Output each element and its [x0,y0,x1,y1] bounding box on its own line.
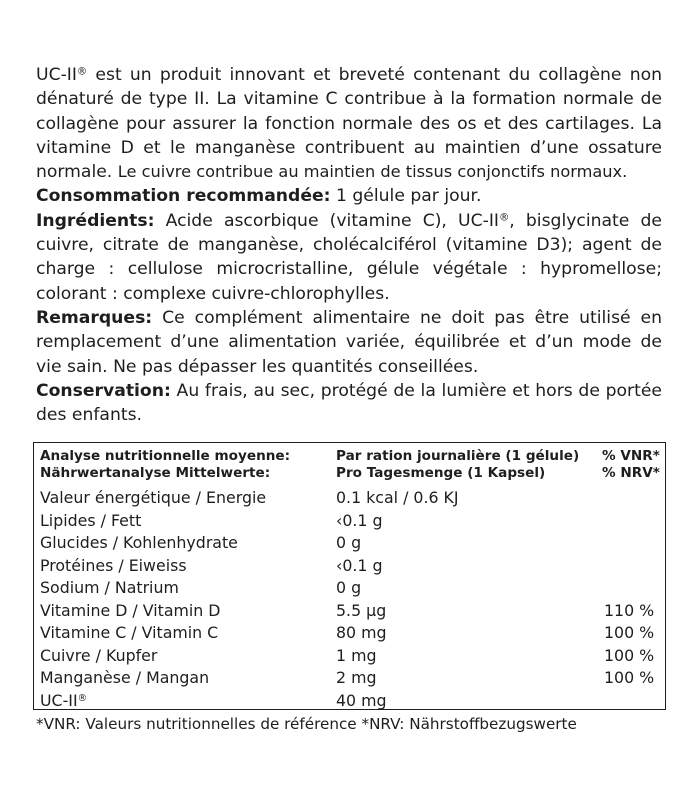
nutrient-name: UC-II® [40,690,88,710]
nutrient-name: Valeur énergétique / Energie [40,488,267,507]
nutrient-percent: 100 % [604,645,655,665]
table-row [40,600,665,623]
table-row [40,577,665,600]
nutrient-name: Vitamine C / Vitamin C [40,623,219,642]
intro-paragraph [36,63,662,184]
nutrient-name: Protéines / Eiweiss [40,555,187,575]
nutrient-name: Vitamine D / Vitamin D [40,600,221,620]
header-daily-ration [336,448,598,482]
table-row [40,690,665,713]
footnote: *VNR: Valeurs nutritionnelles de référence *NRV: Nährstoffbezugswerte [36,715,577,733]
nutrient-name: Manganèse / Mangan [40,668,210,687]
nutrient-percent: 100 % [604,623,655,642]
nutrient-percent: 100 % [604,668,655,687]
section-text: 1 gélule par jour. [330,186,482,207]
section-conservation [36,379,662,428]
nutrient-amount: 0 g [336,533,362,552]
header-ration-de: Pro Tagesmenge (1 Kapsel) [336,465,546,481]
nutrient-amount: ‹0.1 g [336,510,383,530]
nutrient-amount: 40 mg [336,690,387,710]
nutrient-name: Lipides / Fett [40,510,142,530]
intro-tail-text: Le cuivre contribue au maintien de tissus conjonctifs normaux. [117,162,628,182]
section-text: Acide ascorbique (vitamine C), UC-II®, bisglycinate de cuivre, citrate de manganèse, cholécalciférol (vitamine D3); agent de charge : cellulose microcristalline, gélule végétale : hypromellose; colorant : complexe cuivre-chlorophylles. [36,210,662,304]
header-analysis-fr: Analyse nutritionnelle moyenne: [40,448,291,464]
section-consommation [36,184,662,208]
nutrient-amount: 0 g [336,578,362,597]
nutrient-amount: 2 mg [336,668,377,687]
nutrient-amount: ‹0.1 g [336,555,383,575]
section-label: Remarques: [36,307,153,328]
header-analysis [40,448,340,482]
header-nrv: % NRV* [602,465,660,481]
header-vnr: % VNR* [602,448,660,464]
table-row [40,645,665,668]
section-remarques [36,306,662,379]
table-row [40,622,665,645]
table-row [40,555,665,578]
section-label: Ingrédients: [36,210,155,231]
header-analysis-de: Nährwertanalyse Mittelwerte: [40,465,271,481]
nutrition-table-body [40,487,665,712]
nutrient-amount: 0.1 kcal / 0.6 KJ [336,488,459,507]
section-ingredients [36,209,662,306]
nutrient-name: Sodium / Natrium [40,578,179,597]
nutrient-amount: 5.5 µg [336,600,387,620]
table-row [40,487,665,510]
section-label: Consommation recommandée: [36,186,331,207]
table-row [40,667,665,690]
section-text: Ce complément alimentaire ne doit pas être utilisé en remplacement d’une alimentation variée, équilibrée et d’un mode de vie sain. Ne pas dépasser les quantités conseillées. [36,307,662,377]
nutrition-table [33,442,666,710]
table-row [40,510,665,533]
nutrient-amount: 1 mg [336,645,377,665]
nutrient-percent: 110 % [604,600,655,620]
nutrient-amount: 80 mg [336,623,387,642]
intro-text: UC-II® est un produit innovant et breveté contenant du collagène non dénaturé de type II. La vitamine C contribue à la formation normale de collagène pour assurer la fonction normale des os et des cartilages. La vitamine D et le manganèse contribuent au maintien d’une ossature normale. [36,65,662,183]
product-description [36,63,662,427]
section-label: Conservation: [36,380,171,401]
table-row [40,532,665,555]
nutrient-name: Glucides / Kohlenhydrate [40,533,238,552]
nutrient-name: Cuivre / Kupfer [40,645,158,665]
header-reference-value [602,448,672,482]
section-text: Au frais, au sec, protégé de la lumière et hors de portée des enfants. [36,380,662,426]
header-ration-fr: Par ration journalière (1 gélule) [336,448,580,464]
